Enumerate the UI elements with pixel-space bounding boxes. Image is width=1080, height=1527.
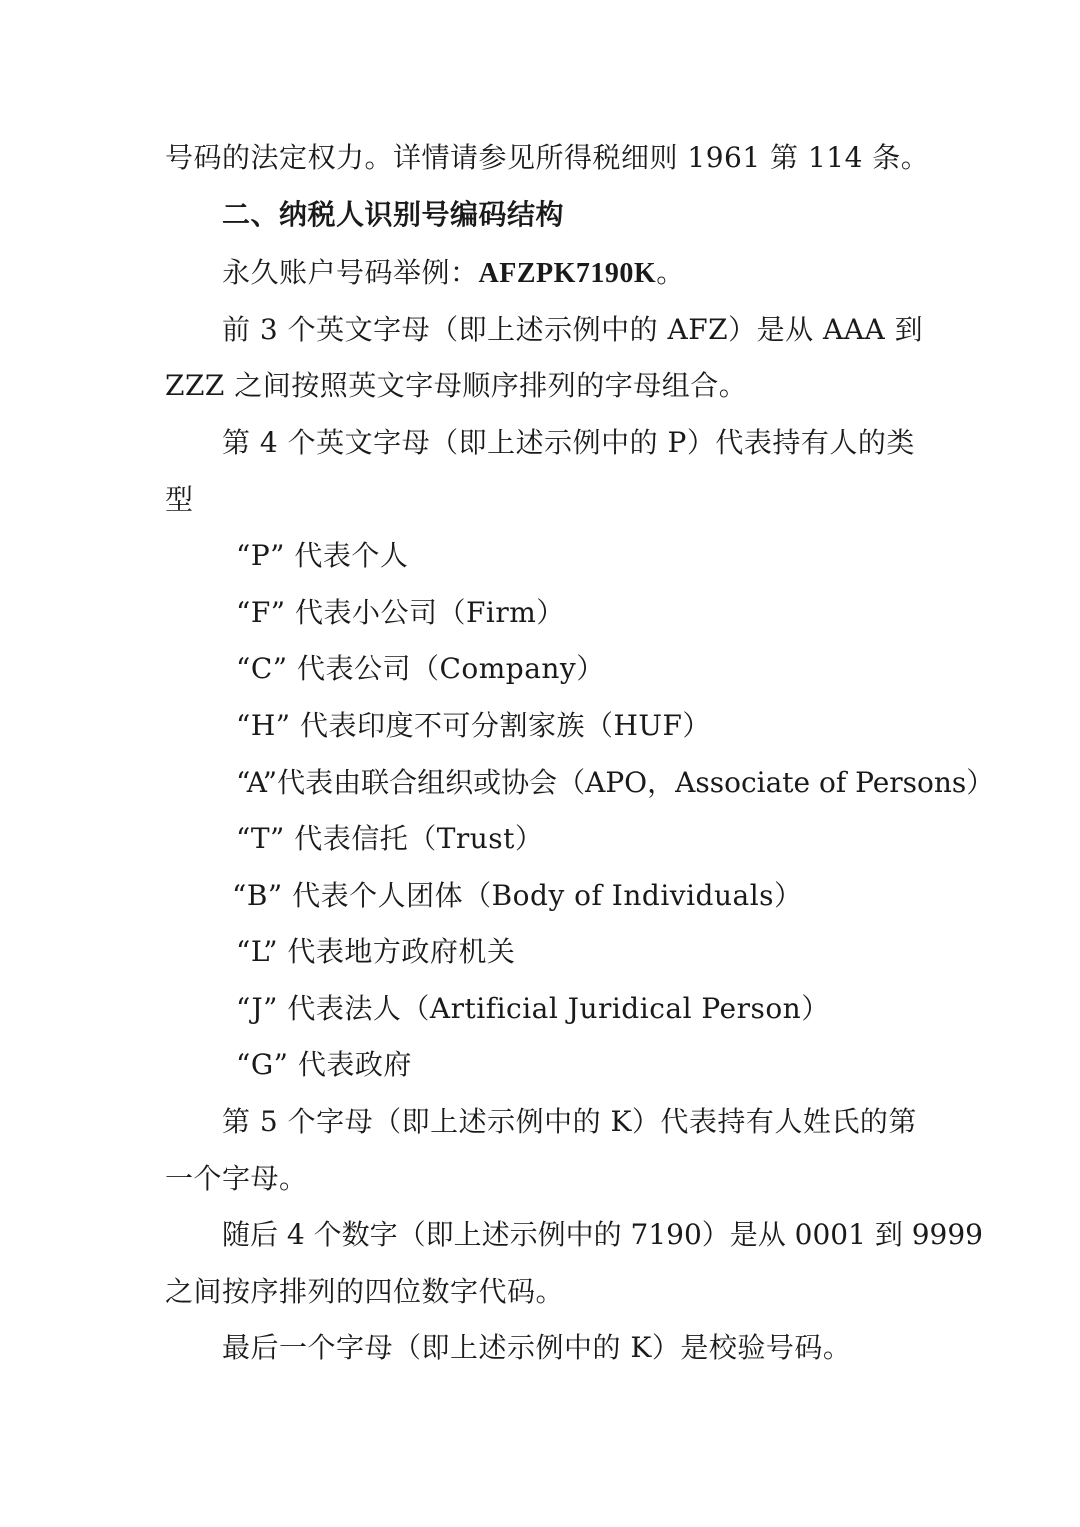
holder-type-h: “H” 代表印度不可分割家族（HUF） (236, 709, 711, 742)
example-label: 永久账户号码举例： (222, 256, 479, 289)
holder-type-j: “J” 代表法人（Artificial Juridical Person） (236, 992, 830, 1025)
last-letter-line: 最后一个字母（即上述示例中的 K）是校验号码。 (222, 1331, 852, 1364)
holder-type-t: “T” 代表信托（Trust） (236, 822, 544, 855)
digits-line-1: 随后 4 个数字（即上述示例中的 7190）是从 0001 到 9999 (222, 1218, 983, 1251)
example-suffix: 。 (656, 256, 685, 289)
fourth-letter-line-2: 型 (165, 483, 194, 516)
holder-type-a: “A”代表由联合组织或协会（APO，Associate of Persons） (236, 766, 995, 799)
first-three-line-2: ZZZ 之间按照英文字母顺序排列的字母组合。 (165, 369, 748, 402)
example-line (222, 253, 685, 294)
holder-type-c: “C” 代表公司（Company） (236, 652, 605, 685)
holder-type-p: “P” 代表个人 (236, 539, 409, 572)
digits-line-2: 之间按序排列的四位数字代码。 (165, 1275, 565, 1308)
fifth-letter-line-2: 一个字母。 (165, 1162, 308, 1195)
holder-type-g: “G” 代表政府 (236, 1048, 412, 1081)
fifth-letter-line-1: 第 5 个字母（即上述示例中的 K）代表持有人姓氏的第 (222, 1105, 917, 1138)
fourth-letter-line-1: 第 4 个英文字母（即上述示例中的 P）代表持有人的类 (222, 426, 915, 459)
intro-line: 号码的法定权力。详情请参见所得税细则 1961 第 114 条。 (165, 141, 930, 174)
first-three-line-1: 前 3 个英文字母（即上述示例中的 AFZ）是从 AAA 到 (222, 313, 924, 346)
holder-type-f: “F” 代表小公司（Firm） (236, 596, 565, 629)
holder-type-l: “L” 代表地方政府机关 (236, 935, 516, 968)
section-heading: 二、纳税人识别号编码结构 (222, 198, 565, 231)
holder-type-b: “B” 代表个人团体（Body of Individuals） (232, 879, 803, 912)
example-pan-value: AFZPK7190K (478, 258, 657, 289)
